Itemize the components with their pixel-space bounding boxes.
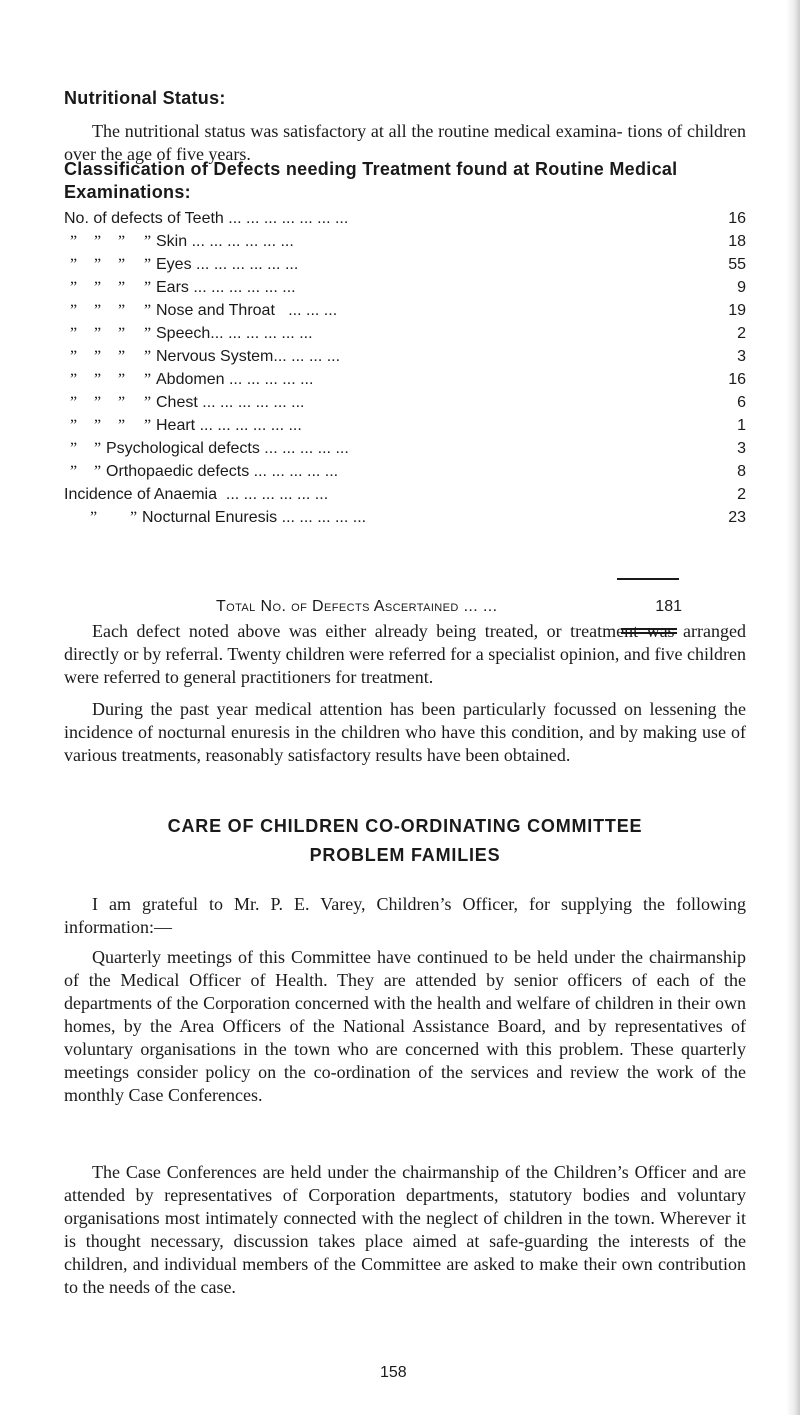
ditto-mark: ” xyxy=(94,348,102,365)
classification-heading: Classification of Defects needing Treatment found at Routine Medical Examinations: xyxy=(64,159,678,202)
ditto-mark: ” xyxy=(118,417,126,434)
nutritional-status-text: The nutritional status was satisfactory at all the routine medical examina- tions of children over the age of five years. xyxy=(64,121,746,164)
ditto-mark: ” xyxy=(118,233,126,250)
defect-row-nocturnal-enuresis xyxy=(64,507,746,529)
defect-row-skin xyxy=(64,231,746,253)
defect-count: 8 xyxy=(737,463,746,480)
ditto-mark: ” xyxy=(70,233,78,250)
defect-row-nervous-system xyxy=(64,346,746,368)
total-defects-row xyxy=(216,595,682,619)
referral-paragraph: Each defect noted above was either already being treated, or treatment was arranged directly or by referral. Twenty children were referred for a specialist opinion, and five children were referred to general practitioners for treatment. xyxy=(64,621,746,687)
ditto-mark: ” xyxy=(94,233,102,250)
defect-label: Ears ... ... ... ... ... ... xyxy=(156,279,296,296)
ditto-mark: ” xyxy=(144,371,152,388)
ditto-mark: ” xyxy=(118,256,126,273)
nutritional-status-heading: Nutritional Status: xyxy=(64,88,226,108)
ditto-mark: ” xyxy=(90,509,98,526)
defect-row-anaemia xyxy=(64,484,746,506)
defect-count: 2 xyxy=(737,486,746,503)
ditto-mark: ” xyxy=(144,233,152,250)
defect-count: 16 xyxy=(728,210,746,227)
ditto-mark: ” xyxy=(70,302,78,319)
defect-row-chest xyxy=(64,392,746,414)
total-rule xyxy=(617,578,679,580)
enuresis-paragraph: During the past year medical attention has been particularly focussed on lessening the incidence of nocturnal enuresis in the children who have this condition, and by making use of various treatments, reasonably satisfactory results have been obtained. xyxy=(64,699,746,765)
defect-count: 6 xyxy=(737,394,746,411)
ditto-mark: ” xyxy=(118,302,126,319)
problem-families-heading: PROBLEM FAMILIES xyxy=(309,845,501,865)
defect-count: 1 xyxy=(737,417,746,434)
ditto-mark: ” xyxy=(94,325,102,342)
defect-label: Orthopaedic defects ... ... ... ... ... xyxy=(106,463,339,480)
ditto-mark: ” xyxy=(144,325,152,342)
defect-label: No. of defects of Teeth ... ... ... ... ... ... ... xyxy=(64,210,349,227)
page-number: 158 xyxy=(380,1364,407,1381)
ditto-mark: ” xyxy=(118,371,126,388)
ditto-mark: ” xyxy=(70,394,78,411)
ditto-mark: ” xyxy=(70,348,78,365)
defect-count: 19 xyxy=(728,302,746,319)
ditto-mark: ” xyxy=(144,256,152,273)
defect-label: Nocturnal Enuresis ... ... ... ... ... xyxy=(142,509,367,526)
ditto-mark: ” xyxy=(144,348,152,365)
total-value: 181 xyxy=(655,598,682,615)
defect-row-teeth xyxy=(64,208,746,230)
ditto-mark: ” xyxy=(94,371,102,388)
ditto-mark: ” xyxy=(70,417,78,434)
defect-row-eyes xyxy=(64,254,746,276)
ditto-mark: ” xyxy=(144,417,152,434)
defect-label: Nose and Throat ... ... ... xyxy=(156,302,338,319)
case-conferences-paragraph: The Case Conferences are held under the chairmanship of the Children’s Officer and are attended by representatives of Corporation departments, statutory bodies and voluntary organisations most intimately connected with the neglect of children in the town. Wherever it is thought necessary, discussion takes place aimed at safe-guarding the interests of the children, and individual members of the Committee are asked to make their own contribution to the needs of the case. xyxy=(64,1162,746,1297)
defect-count: 55 xyxy=(728,256,746,273)
defect-label: Incidence of Anaemia ... ... ... ... ... ... xyxy=(64,486,329,503)
defect-count: 3 xyxy=(737,440,746,457)
defect-label: Nervous System... ... ... ... xyxy=(156,348,341,365)
ditto-mark: ” xyxy=(118,348,126,365)
ditto-mark: ” xyxy=(94,417,102,434)
ditto-mark: ” xyxy=(118,279,126,296)
ditto-mark: ” xyxy=(70,371,78,388)
ditto-mark: ” xyxy=(94,440,102,457)
defect-label: Heart ... ... ... ... ... ... xyxy=(156,417,302,434)
ditto-mark: ” xyxy=(130,509,138,526)
ditto-mark: ” xyxy=(144,394,152,411)
acknowledgement-paragraph: I am grateful to Mr. P. E. Varey, Children’s Officer, for supplying the following information:— xyxy=(64,894,746,937)
defect-count: 3 xyxy=(737,348,746,365)
ditto-mark: ” xyxy=(70,463,78,480)
defect-count: 18 xyxy=(728,233,746,250)
ditto-mark: ” xyxy=(94,279,102,296)
defect-label: Speech... ... ... ... ... ... xyxy=(156,325,313,342)
care-heading: CARE OF CHILDREN CO-ORDINATING COMMITTEE xyxy=(167,816,643,836)
ditto-mark: ” xyxy=(70,325,78,342)
ditto-mark: ” xyxy=(70,440,78,457)
ditto-mark: ” xyxy=(144,279,152,296)
ditto-mark: ” xyxy=(70,279,78,296)
defect-row-heart xyxy=(64,415,746,437)
defect-count: 23 xyxy=(728,509,746,526)
ditto-mark: ” xyxy=(118,394,126,411)
defect-count: 9 xyxy=(737,279,746,296)
ditto-mark: ” xyxy=(94,302,102,319)
total-label: Total No. of Defects Ascertained ... ... xyxy=(216,598,498,615)
quarterly-meetings-paragraph: Quarterly meetings of this Committee have continued to be held under the chairmanship of the Medical Officer of Health. They are attended by senior officers of each of the departments of the Corporation concerned with the health and welfare of children in their own homes, by the Area Officers of the National Assistance Board, and by representatives of voluntary organisations in the town who are concerned with this problem. These quarterly meetings consider policy on the co-ordination of the services and review the work of the monthly Case Conferences. xyxy=(64,947,746,1105)
defect-label: Abdomen ... ... ... ... ... xyxy=(156,371,314,388)
ditto-mark: ” xyxy=(144,302,152,319)
ditto-mark: ” xyxy=(70,256,78,273)
defect-label: Eyes ... ... ... ... ... ... xyxy=(156,256,299,273)
defect-row-nose-throat xyxy=(64,300,746,322)
defect-row-abdomen xyxy=(64,369,746,391)
ditto-mark: ” xyxy=(94,463,102,480)
defect-label: Psychological defects ... ... ... ... ... xyxy=(106,440,349,457)
defect-count: 16 xyxy=(728,371,746,388)
defect-label: Chest ... ... ... ... ... ... xyxy=(156,394,305,411)
ditto-mark: ” xyxy=(94,394,102,411)
defect-row-ears xyxy=(64,277,746,299)
page-edge-shadow xyxy=(786,0,800,1415)
defect-row-speech xyxy=(64,323,746,345)
ditto-mark: ” xyxy=(118,325,126,342)
ditto-mark: ” xyxy=(94,256,102,273)
defect-row-orthopaedic xyxy=(64,461,746,483)
defect-row-psychological xyxy=(64,438,746,460)
defect-label: Skin ... ... ... ... ... ... xyxy=(156,233,294,250)
defect-count: 2 xyxy=(737,325,746,342)
